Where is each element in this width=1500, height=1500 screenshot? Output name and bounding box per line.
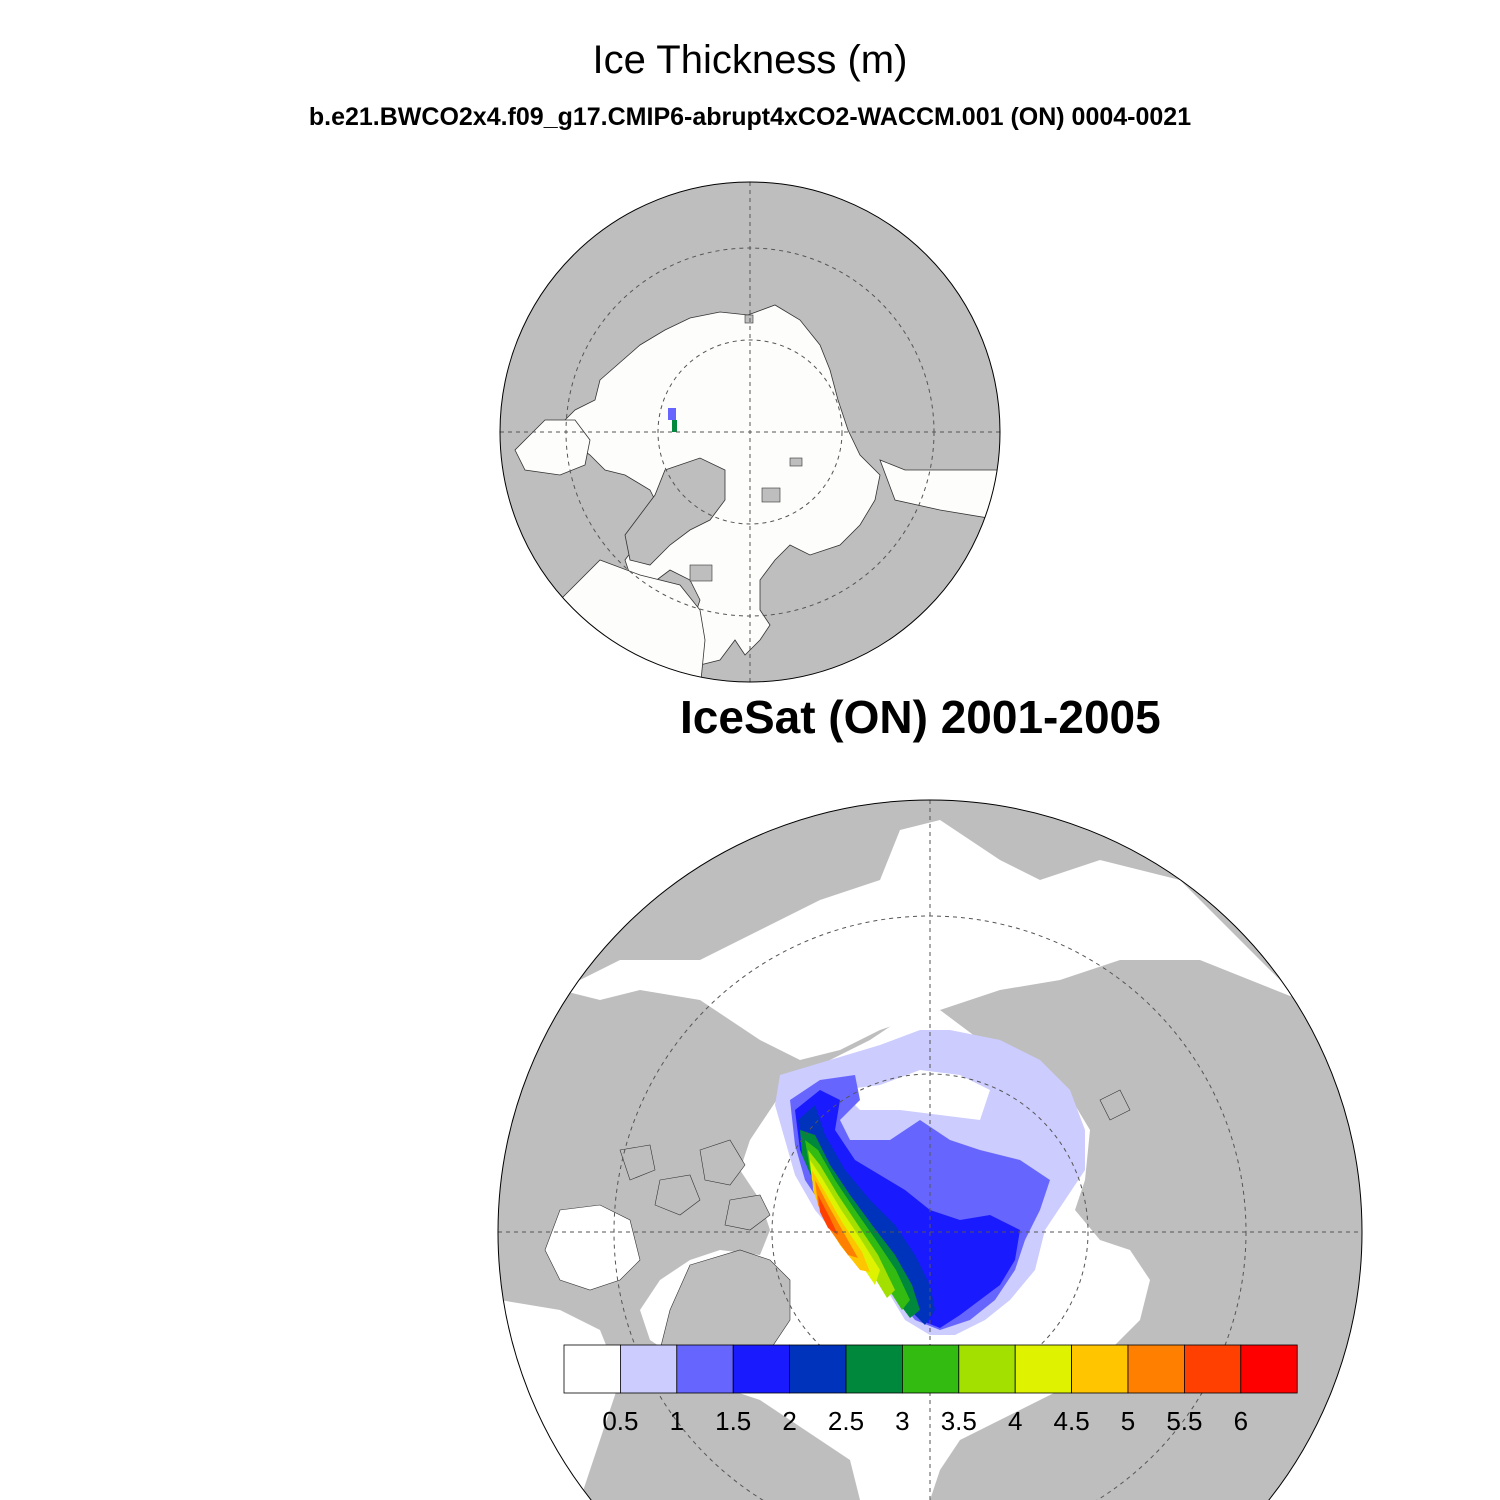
- colorbar-tick-label: 3: [895, 1406, 910, 1436]
- colorbar-swatch: [1184, 1345, 1240, 1393]
- model-run-subtitle: b.e21.BWCO2x4.f09_g17.CMIP6-abrupt4xCO2-WACCM.001 (ON) 0004-0021: [308, 103, 1192, 131]
- colorbar-tick-label: 1: [669, 1406, 685, 1436]
- colorbar-swatch: [1072, 1345, 1128, 1393]
- model-ice-patch: [668, 408, 676, 420]
- colorbar-swatch: [733, 1345, 789, 1393]
- colorbar-swatch: [620, 1345, 676, 1393]
- colorbar-tick-label: 6: [1233, 1406, 1249, 1436]
- colorbar-swatch: [677, 1345, 733, 1393]
- colorbar-swatch: [1015, 1345, 1071, 1393]
- colorbar-tick-label: 5.5: [1166, 1406, 1203, 1436]
- main-title: Ice Thickness (m): [592, 38, 908, 82]
- colorbar-swatch: [846, 1345, 902, 1393]
- icesat-polar-map: [498, 800, 1362, 1500]
- colorbar-swatch: [1241, 1345, 1297, 1393]
- colorbar-swatch: [1128, 1345, 1184, 1393]
- colorbar-tick-label: 0.5: [602, 1406, 639, 1436]
- colorbar-swatch: [959, 1345, 1015, 1393]
- colorbar-swatch: [790, 1345, 846, 1393]
- colorbar-swatch: [902, 1345, 958, 1393]
- observation-panel-title: IceSat (ON) 2001-2005: [680, 691, 1161, 743]
- colorbar-tick-label: 1.5: [715, 1406, 752, 1436]
- model-polar-map: [500, 182, 1000, 690]
- colorbar-tick-label: 2.5: [827, 1406, 865, 1436]
- colorbar-tick-label: 5: [1120, 1406, 1136, 1436]
- colorbar-tick-label: 3.5: [940, 1406, 977, 1436]
- colorbar-tick-label: 2: [782, 1406, 797, 1436]
- colorbar-tick-label: 4: [1007, 1406, 1023, 1436]
- colorbar-tick-label: 4.5: [1053, 1406, 1090, 1436]
- colorbar-swatch: [564, 1345, 620, 1393]
